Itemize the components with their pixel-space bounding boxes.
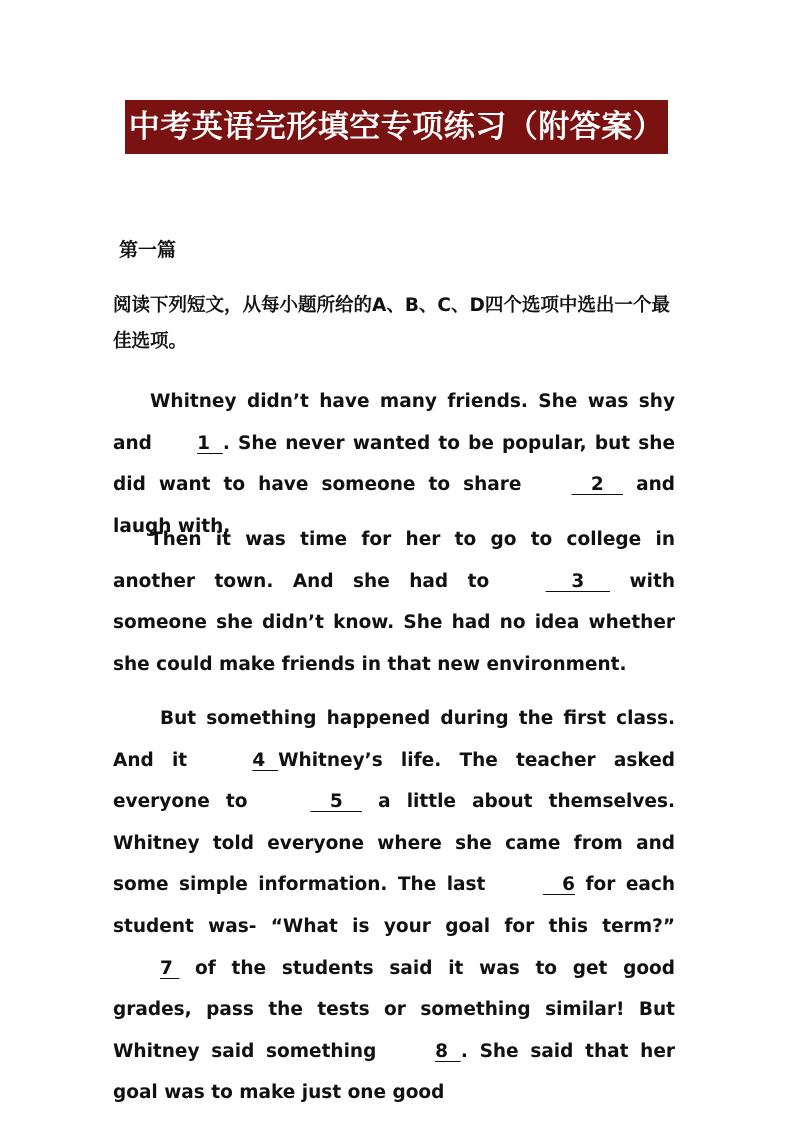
text-run: a little about themselves. Whitney told everyone where she came from and some simple information. The last	[113, 791, 675, 896]
text-run: But something happened during the first class. And it	[113, 708, 675, 771]
blank-7: 7	[160, 957, 180, 979]
blank-4: 4	[252, 749, 279, 771]
text-run: of the students said it was to get good grades, pass the tests or something similar! But Whitney said something	[113, 957, 675, 1062]
blank-3: 3	[545, 570, 611, 592]
instruction-text: 阅读下列短文，从每小题所给的A、B、C、D四个选项中选出一个最佳选项。	[113, 295, 670, 352]
text-run: . She never wanted to be popular, but she did want to have someone to share	[113, 432, 675, 496]
paragraph-2	[113, 519, 675, 685]
paragraph-3	[113, 698, 675, 1114]
text-run: for each student was- “What is your goal for this term?”	[113, 874, 676, 937]
text-run: Then it was time for her to go to college in another town. And she had to	[113, 529, 675, 592]
blank-6: 6	[542, 874, 576, 896]
text-run: and laugh with.	[113, 474, 675, 537]
document-title: 中考英语完形填空专项练习（附答案）	[125, 100, 668, 154]
text-run: with someone she didn’t know. She had no idea whether she could make friends in that new environment.	[113, 570, 676, 675]
text-run: . She said that her goal was to make just one good	[113, 1040, 675, 1104]
blank-2: 2	[571, 474, 624, 496]
text-run: Whitney didn’t have many friends. She was shy and	[113, 391, 675, 454]
blank-5: 5	[310, 791, 363, 813]
blank-1: 1	[197, 432, 223, 454]
blank-8: 8	[435, 1040, 461, 1062]
section-label: 第一篇	[119, 239, 177, 261]
text-run: Whitney’s life. The teacher asked everyone to	[113, 749, 675, 813]
